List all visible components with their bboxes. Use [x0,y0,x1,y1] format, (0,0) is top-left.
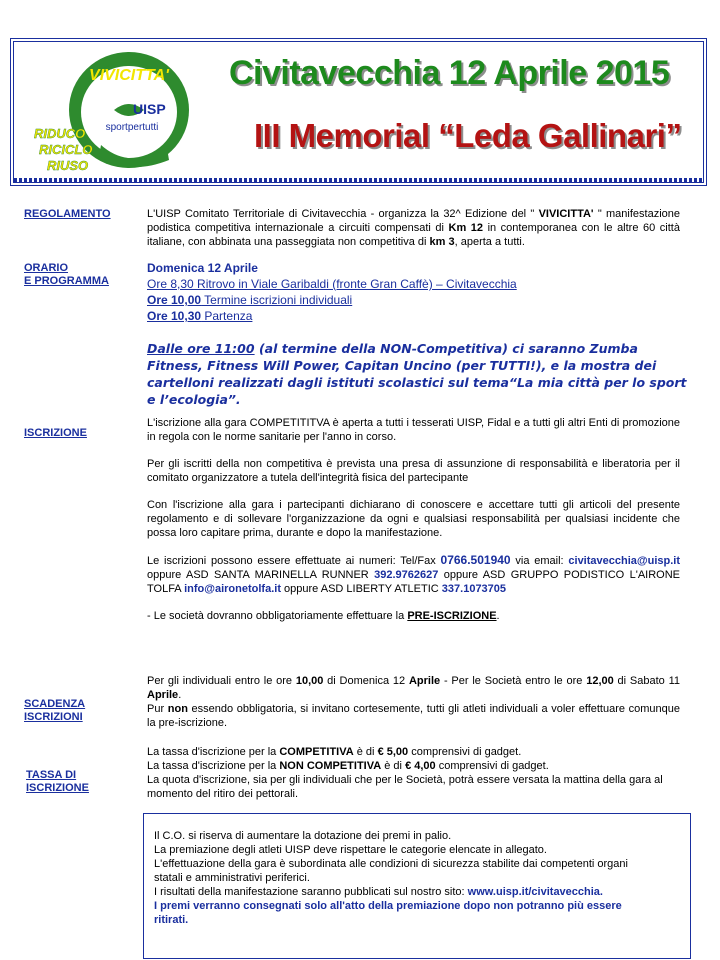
event-title: Civitavecchia 12 Aprile 2015 [229,54,670,92]
note-montepremi: Il C.O. si riserva di aumentare la dotazione dei premi in palio. [154,830,452,842]
vivicitta-uisp-logo [29,50,199,180]
programma-date: Domenica 12 Aprile [147,261,258,275]
svg-text:sportpertutti: sportpertutti [105,122,159,133]
scadenza-text: Per gli individuali entro le ore 10,00 di Domenica 12 Aprile - Per le Società entro le ore 12,00 di Sabato 11 Aprile. Pur non essendo obbligatoria, si invitano cortesemente, tutti gli atleti individuali a voler effettuare comunque la pre-iscrizione. [147,675,681,729]
label-orario-programma: ORARIO E PROGRAMMA [24,262,109,287]
svg-text:RICICLO: RICICLO [39,142,93,157]
programma-ritrovo: Ore 8,30 Ritrovo in Viale Garibaldi (fronte Gran Caffè) – Civitavecchia [147,277,517,291]
svg-text:VIVICITTA': VIVICITTA' [89,67,169,84]
programma-partenza: Ore 10,30 Partenza [147,309,253,323]
note-risultati: I risultati della manifestazione saranno pubblicati sul nostro sito: www.uisp.it/civitavecchia. [154,886,603,898]
note-ritirati: ritirati. [154,914,189,926]
memorial-subtitle: III Memorial “Leda Gallinari” [254,117,682,154]
regolamento-text: L'UISP Comitato Territoriale di Civitavecchia - organizza la 32^ Edizione del " VIVICITTA' " manifestazione podistica competitiva internazionale a circuiti compensati di Km 12 in contemporanea con le altre 60 città italiane, con abbinata una passeggiata non competitiva di km 3, aperta a tutti. [147,208,680,248]
note-premi: I premi verranno consegnati solo all'atto della premiazione dopo non potranno più essere [154,900,622,912]
svg-text:RIDUCO: RIDUCO [34,126,86,141]
note-organi: statali e amministrativi periferici. [154,872,310,884]
svg-text:RIUSO: RIUSO [47,158,89,173]
tassa-text: La tassa d'iscrizione per la COMPETITIVA è di € 5,00 comprensivi di gadget. La tassa d'iscrizione per la NON COMPETITIVA è di € 4,00 comprensivi di gadget. La quota d'iscrizione, sia per gli individuali che per le Società, potrà essere versata la mattina della gara al momento del ritiro dei pettorali. [147,746,663,800]
label-tassa-iscrizione: TASSA DI ISCRIZIONE [26,769,89,794]
header-banner [10,38,707,186]
label-iscrizione: ISCRIZIONE [24,427,87,439]
programma-block [147,260,517,324]
note-premiazione: La premiazione degli atleti UISP deve rispettare le categorie elencate in allegato. [154,844,547,856]
iscrizione-text: L'iscrizione alla gara COMPETITITVA è aperta a tutti i tesserati UISP, Fidal e a tutti gli altri Enti di promozione in regola con le norme sanitarie per l'anno in corso. Per gli iscritti della non competitiva è prevista una presa di assunzione di responsabilità e liberatoria per il comitato organizzatore a tutela dell'integrità fisica del partecipante Con l'iscrizione alla gara i partecipanti dichiarano di conoscere e accettare tutti gli articoli del presente regolamento e di sollevare l'organizzazione da ogni e qualsiasi responsabilità per qualsiasi incidente che possa loro capitare prima, durante e dopo la manifestazione. Le iscrizioni possono essere effettuate ai numeri: Tel/Fax 0766.501940 via email: civitavecchia@uisp.it oppure ASD SANTA MARINELLA RUNNER 392.9762627 oppure ASD GRUPPO PODISTICO L'AIRONE TOLFA info@aironetolfa.it oppure ASD LIBERTY ATLETIC 337.1073705 - Le società dovranno obbligatoriamente effettuare la PRE-ISCRIZIONE. [147,417,680,622]
note-box [143,813,691,959]
programma-termine: Ore 10,00 Termine iscrizioni individuali [147,293,353,307]
header-border-strip [14,178,703,182]
eventi-collaterali: Dalle ore 11:00 (al termine della NON-Competitiva) ci saranno Zumba Fitness, Fitness Will Power, Capitan Uncino (per TUTTI!), e la mostra dei cartelloni realizzati dagli istituti scolastici sul tema“La mia città per lo sport e l’ecologia”. [147,341,687,407]
note-sicurezza: L'effettuazione della gara è subordinata alle condizioni di sicurezza stabilite dai competenti organi [154,858,628,870]
label-scadenza-iscrizioni: SCADENZA ISCRIZIONI [24,698,86,723]
svg-text:UISP: UISP [133,101,166,117]
label-regolamento: REGOLAMENTO [24,208,111,220]
